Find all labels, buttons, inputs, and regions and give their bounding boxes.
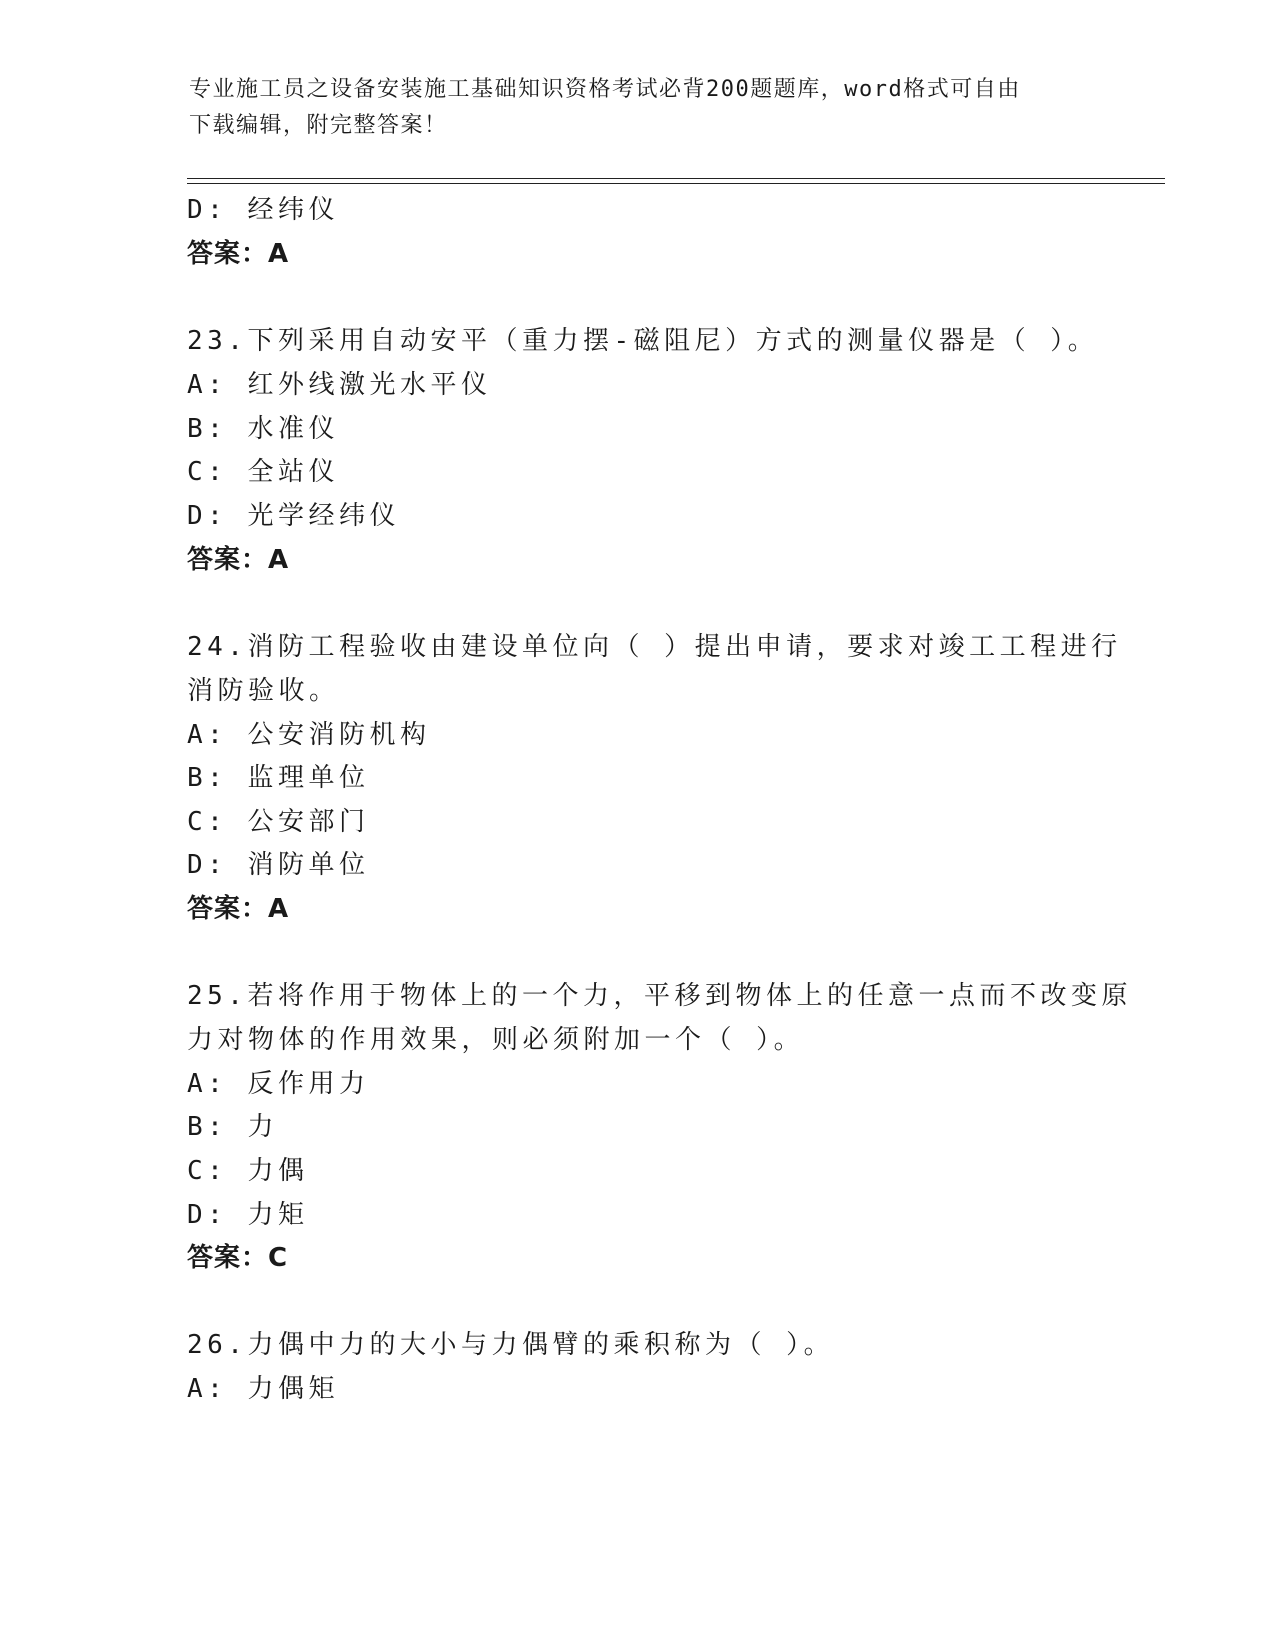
- q25-stem-line-1: 25.若将作用于物体上的一个力，平移到物体上的任意一点而不改变原: [187, 981, 1132, 1011]
- q23-option-d: D: 光学经纬仪: [187, 501, 400, 531]
- q23-option-a: A: 红外线激光水平仪: [187, 370, 492, 400]
- header-line-1: 专业施工员之设备安装施工基础知识资格考试必背200题题库，word格式可自由: [189, 77, 1021, 102]
- q24-option-a: A: 公安消防机构: [187, 720, 431, 750]
- q24-stem-line-2: 消防验收。: [187, 676, 340, 706]
- q24-option-b: B: 监理单位: [187, 763, 370, 793]
- q23-stem: 23.下列采用自动安平（重力摆-磁阻尼）方式的测量仪器是（ ）。: [187, 326, 1099, 356]
- q24-stem-line-1: 24.消防工程验收由建设单位向（ ）提出申请，要求对竣工工程进行: [187, 632, 1122, 662]
- header-divider-top: [187, 178, 1165, 179]
- q23-option-b: B: 水准仪: [187, 414, 339, 444]
- q25-option-d: D: 力矩: [187, 1200, 309, 1230]
- prev-option-d: D: 经纬仪: [187, 195, 339, 225]
- q25-stem-line-2: 力对物体的作用效果，则必须附加一个（ ）。: [187, 1025, 805, 1055]
- q23-answer: 答案：A: [187, 545, 290, 575]
- q25-answer: 答案：C: [187, 1243, 289, 1273]
- q25-option-b: B: 力: [187, 1112, 278, 1142]
- header-line-2: 下载编辑，附完整答案！: [189, 113, 448, 138]
- q24-option-c: C: 公安部门: [187, 807, 370, 837]
- prev-answer: 答案：A: [187, 239, 290, 269]
- q25-option-c: C: 力偶: [187, 1156, 309, 1186]
- q24-option-d: D: 消防单位: [187, 850, 370, 880]
- q24-answer: 答案：A: [187, 894, 290, 924]
- document-header: [189, 72, 1089, 144]
- q25-option-a: A: 反作用力: [187, 1069, 370, 1099]
- q23-option-c: C: 全站仪: [187, 457, 339, 487]
- q26-option-a: A: 力偶矩: [187, 1374, 339, 1404]
- header-divider-bottom: [187, 183, 1165, 184]
- q26-stem: 26.力偶中力的大小与力偶臂的乘积称为（ ）。: [187, 1330, 835, 1360]
